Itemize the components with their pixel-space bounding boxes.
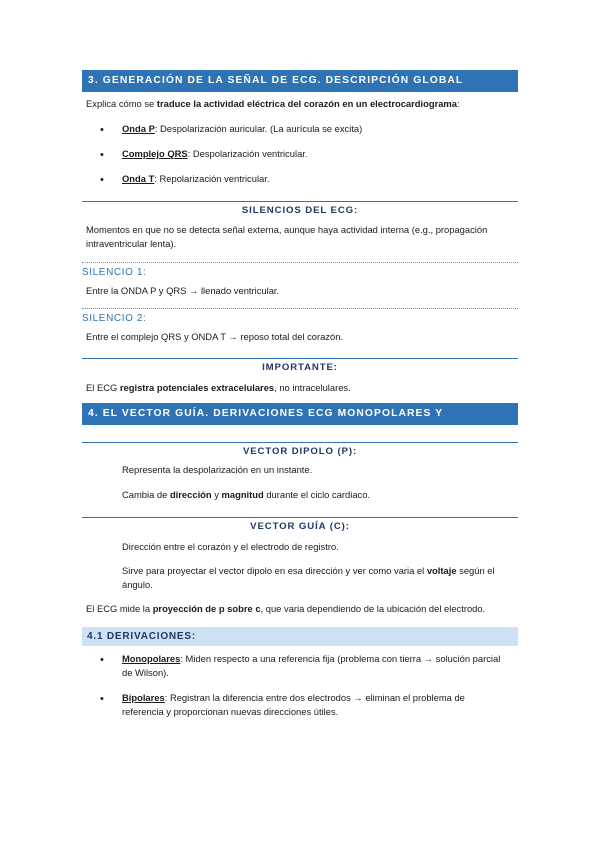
silencio-1-heading: SILENCIO 1: (82, 262, 518, 278)
section-4-heading: 4. EL VECTOR GUÍA. DERIVACIONES ECG MONOPOLARES Y BIPOLARES (82, 403, 518, 425)
wave-term: Onda P (122, 123, 155, 134)
silencios-text-2: intraventricular lenta). (86, 238, 177, 249)
dipolo-bold-magnitud: magnitud (221, 489, 264, 500)
deriv-desc: : Miden respecto a una referencia fija (problema con tierra → solución parcial (180, 653, 501, 664)
wave-desc: : Repolarización ventricular. (154, 173, 270, 184)
silencio-2-text: Entre el complejo QRS y ONDA T → reposo total del corazón. (86, 331, 344, 342)
derivaciones-heading: 4.1 DERIVACIONES: (82, 627, 518, 646)
bullet-dot: • (100, 693, 104, 705)
guia-text-1: Dirección entre el corazón y el electrodo de registro. (122, 541, 339, 552)
dipolo-part: Cambia de (122, 489, 170, 500)
ecg-projection-text (86, 602, 485, 616)
intro-bold: traduce la actividad eléctrica del corazón en un electrocardiograma (156, 98, 457, 109)
deriv-item-bipolares (122, 691, 514, 705)
ecg-part: , que varia dependiendo de la ubicación del electrodo. (260, 603, 486, 614)
dipolo-bold-direccion: dirección (169, 489, 212, 500)
wave-term: Onda T (122, 173, 155, 184)
silencio-2-heading: SILENCIO 2: (82, 308, 518, 324)
section-3-intro (86, 97, 460, 111)
deriv-term: Monopolares (122, 653, 181, 664)
bullet-dot: • (100, 654, 104, 666)
wave-item-qrs (122, 147, 308, 161)
deriv-term: Bipolares (122, 692, 165, 703)
importante-a: El ECG (86, 382, 120, 393)
deriv-item-monopolares-line2: de Wilson). (122, 667, 169, 678)
deriv-item-monopolares (122, 652, 514, 666)
dipolo-text-1: Representa la despolarización en un instante. (122, 464, 313, 475)
guia-part: según el (456, 565, 495, 576)
wave-item-p (122, 122, 362, 136)
intro-colon: : (457, 98, 460, 109)
wave-term: Complejo QRS (122, 148, 188, 159)
bullet-dot: • (100, 124, 104, 136)
silencios-heading: SILENCIOS DEL ECG: (82, 201, 518, 216)
guia-text-2 (122, 564, 495, 578)
vector-dipolo-heading: VECTOR DIPOLO (P): (82, 442, 518, 457)
deriv-item-bipolares-line2: referencia y proporcionan nuevas direcciones útiles. (122, 706, 339, 717)
silencios-text-1: Momentos en que no se detecta señal externa, aunque haya actividad interna (e.g., propagación (86, 224, 488, 235)
wave-desc: : Despolarización ventricular. (187, 148, 308, 159)
dipolo-part: y (211, 489, 222, 500)
guia-text-3: ángulo. (122, 579, 153, 590)
vector-guia-heading: VECTOR GUÍA (C): (82, 517, 518, 532)
wave-item-t (122, 172, 269, 186)
ecg-bold: proyección de p sobre c (152, 603, 261, 614)
guia-part: Sirve para proyectar el vector dipolo en esa dirección y ver como varia el (122, 565, 427, 576)
dipolo-part: durante el ciclo cardiaco. (263, 489, 371, 500)
importante-heading: IMPORTANTE: (82, 358, 518, 373)
wave-desc: : Despolarización auricular. (La aurícula se excita) (154, 123, 363, 134)
bullet-dot: • (100, 174, 104, 186)
section-3-heading: 3. GENERACIÓN DE LA SEÑAL DE ECG. DESCRIPCIÓN GLOBAL (82, 70, 518, 92)
silencio-1-text: Entre la ONDA P y QRS → llenado ventricular. (86, 285, 280, 296)
importante-text (86, 381, 351, 395)
ecg-part: El ECG mide la (86, 603, 153, 614)
dipolo-text-2 (122, 488, 370, 502)
intro-text: Explica cómo se (86, 98, 157, 109)
bullet-dot: • (100, 149, 104, 161)
importante-bold: registra potenciales extracelulares (119, 382, 275, 393)
deriv-desc: : Registran la diferencia entre dos electrodos → eliminan el problema de (164, 692, 465, 703)
guia-bold-voltaje: voltaje (426, 565, 457, 576)
importante-c: , no intracelulares. (274, 382, 351, 393)
